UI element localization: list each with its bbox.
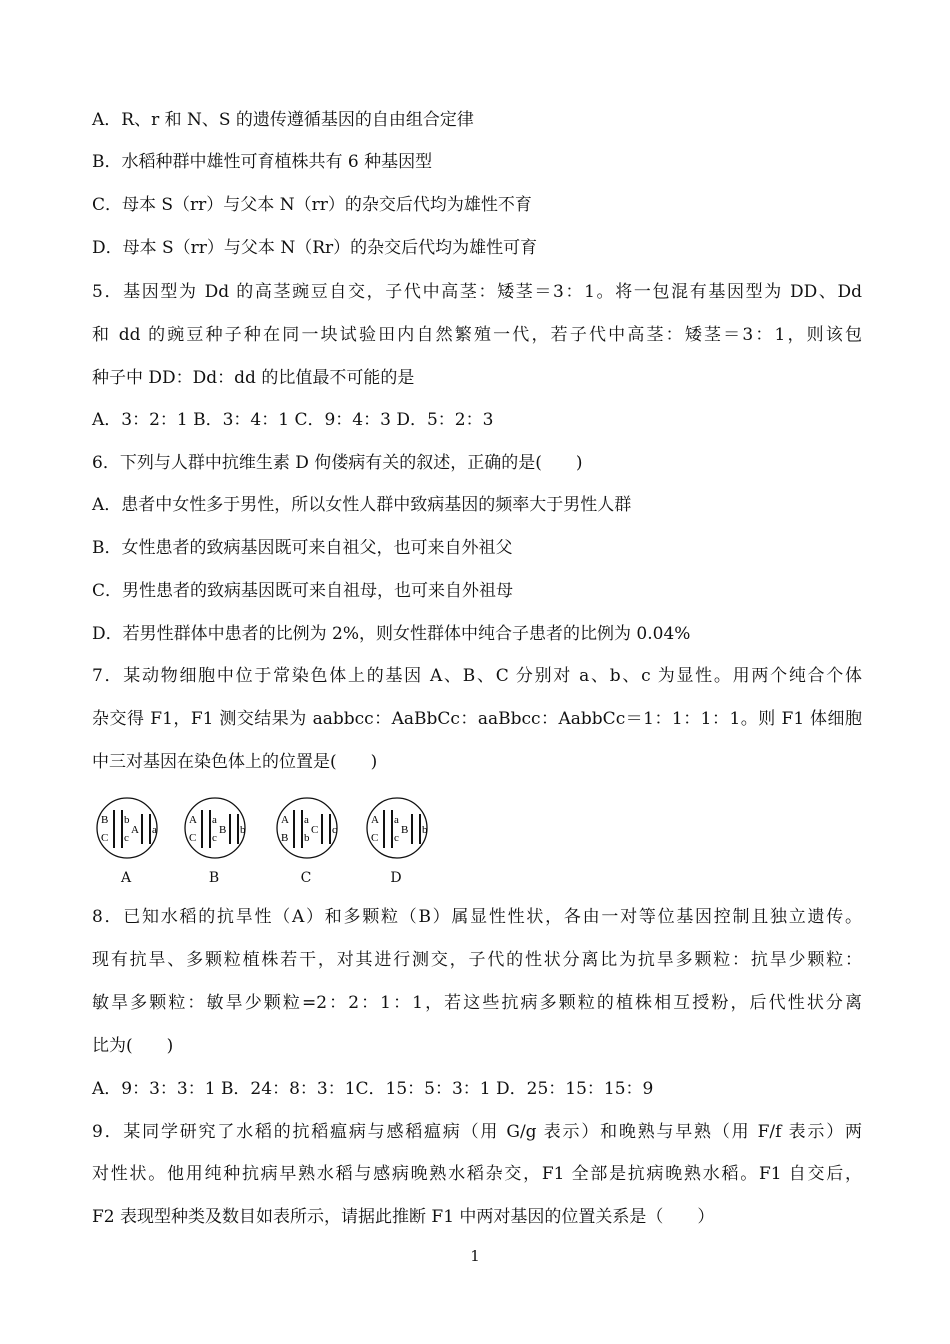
svg-text:a: a <box>304 814 309 826</box>
question-5-line-1: 5．基因型为 Dd 的高茎豌豆自交，子代中高茎：矮茎＝3：1。将一包混有基因型为 DD、Dd <box>92 282 862 302</box>
question-8-options: A．9：3：3：1 B．24：8：3：1C．15：5：3：1 D．25：15：15：9 <box>92 1079 654 1099</box>
svg-text:C: C <box>101 832 109 844</box>
question-7-line-2: 杂交得 F1，F1 测交结果为 aabbcc：AaBbCc：aaBbcc：AabbCc＝1：1：1：1。则 F1 体细胞 <box>92 709 862 729</box>
svg-text:b: b <box>304 832 310 844</box>
svg-text:c: c <box>124 832 129 844</box>
option-4a: A．R、r 和 N、S 的遗传遵循基因的自由组合定律 <box>92 110 474 130</box>
svg-text:a: a <box>152 824 157 836</box>
svg-text:b: b <box>124 814 130 826</box>
svg-text:c: c <box>212 832 217 844</box>
diagram-label-b: B <box>208 870 220 886</box>
svg-text:A: A <box>131 824 139 836</box>
question-5-line-3: 种子中 DD：Dd：dd 的比值最不可能的是 <box>92 368 415 388</box>
cell-diagram-c <box>275 792 341 866</box>
svg-text:A: A <box>371 814 379 826</box>
diagram-option-a <box>95 792 167 886</box>
question-5-line-2: 和 dd 的豌豆种子种在同一块试验田内自然繁殖一代，若子代中高茎：矮茎＝3：1，则该包 <box>92 325 862 345</box>
diagram-label-c: C <box>300 870 312 886</box>
diagram-option-c <box>275 792 347 886</box>
question-8-line-3: 敏旱多颗粒：敏旱少颗粒=2：2：1：1，若这些抗病多颗粒的植株相互授粉，后代性状分离 <box>92 993 862 1013</box>
svg-text:c: c <box>332 824 337 836</box>
diagram-option-b <box>183 792 255 886</box>
option-4d: D．母本 S（rr）与父本 N（Rr）的杂交后代均为雄性可育 <box>92 238 538 258</box>
question-9-line-2: 对性状。他用纯种抗病早熟水稻与感病晚熟水稻杂交，F1 全部是抗病晚熟水稻。F1 自交后， <box>92 1164 862 1184</box>
question-8-line-4: 比为( ) <box>92 1036 174 1056</box>
svg-text:B: B <box>401 824 409 836</box>
svg-text:c: c <box>394 832 399 844</box>
option-6b: B．女性患者的致病基因既可来自祖父，也可来自外祖父 <box>92 538 513 558</box>
svg-text:A: A <box>189 814 197 826</box>
svg-text:A: A <box>281 814 289 826</box>
diagram-label-d: D <box>390 870 402 886</box>
question-7-line-1: 7．某动物细胞中位于常染色体上的基因 A、B、C 分别对 a、b、c 为显性。用两个纯合个体 <box>92 666 862 686</box>
diagram-option-d <box>365 792 437 886</box>
question-7-line-3: 中三对基因在染色体上的位置是( ) <box>92 752 378 772</box>
option-4c: C．母本 S（rr）与父本 N（rr）的杂交后代均为雄性不育 <box>92 195 532 215</box>
svg-text:b: b <box>240 824 246 836</box>
option-6a: A．患者中女性多于男性，所以女性人群中致病基因的频率大于男性人群 <box>92 495 632 515</box>
svg-text:C: C <box>311 824 319 836</box>
cell-diagram-b <box>183 792 249 866</box>
question-6-stem: 6．下列与人群中抗维生素 D 佝偻病有关的叙述，正确的是( ) <box>92 453 583 473</box>
question-9-line-3: F2 表现型种类及数目如表所示，请据此推断 F1 中两对基因的位置关系是（ ） <box>92 1207 715 1227</box>
question-5-options: A．3：2：1 B．3：4：1 C．9：4：3 D．5：2：3 <box>92 410 494 430</box>
svg-text:B: B <box>101 814 109 826</box>
option-6c: C．男性患者的致病基因既可来自祖母，也可来自外祖母 <box>92 581 514 601</box>
svg-text:C: C <box>371 832 379 844</box>
question-8-line-1: 8．已知水稻的抗旱性（A）和多颗粒（B）属显性性状，各由一对等位基因控制且独立遗传。 <box>92 907 862 927</box>
question-9-line-1: 9．某同学研究了水稻的抗稻瘟病与感稻瘟病（用 G/g 表示）和晚熟与早熟（用 F/f 表示）两 <box>92 1122 862 1142</box>
question-8-line-2: 现有抗旱、多颗粒植株若干，对其进行测交，子代的性状分离比为抗旱多颗粒：抗旱少颗粒： <box>92 950 862 970</box>
page-number: 1 <box>470 1247 480 1265</box>
svg-text:b: b <box>422 824 428 836</box>
option-4b: B．水稻种群中雄性可育植株共有 6 种基因型 <box>92 152 433 172</box>
svg-text:B: B <box>219 824 227 836</box>
svg-text:a: a <box>394 814 399 826</box>
option-6d: D．若男性群体中患者的比例为 2%，则女性群体中纯合子患者的比例为 0.04% <box>92 624 691 644</box>
svg-text:C: C <box>189 832 197 844</box>
diagram-label-a: A <box>120 870 132 886</box>
cell-diagram-a <box>95 792 161 866</box>
svg-text:a: a <box>212 814 217 826</box>
cell-diagram-d <box>365 792 431 866</box>
chromosome-diagrams <box>95 792 445 892</box>
svg-text:B: B <box>281 832 289 844</box>
